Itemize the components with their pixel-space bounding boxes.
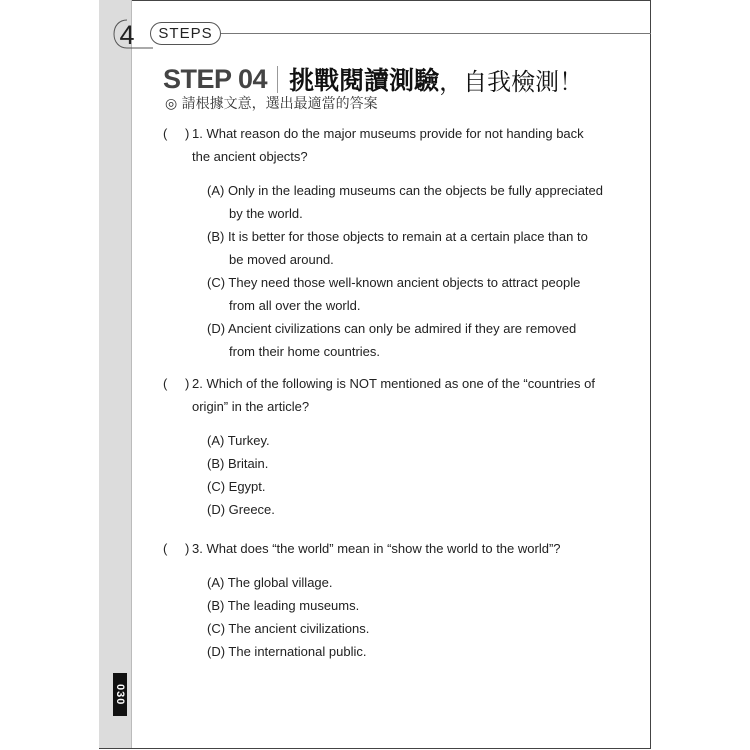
page-number-text: 030 [114,683,126,706]
question-text: 3. What does “the world” mean in “show the world to the world”? [192,541,561,556]
option-c: (C) The ancient civilizations. [207,621,370,636]
option-list [207,571,603,663]
answer-blank-open: ( [163,376,168,391]
page-number [113,673,127,716]
title-main: 挑戰閱讀測驗 [289,66,440,95]
option-d: (D) The international public. [207,644,367,659]
step-number: STEP 04 [163,63,268,94]
option-a: (A) Only in the leading museums can the objects be fully appreciated by the world. [207,183,603,221]
option-a: (A) The global village. [207,575,333,590]
header-divider [221,33,651,34]
question-text: 2. Which of the following is NOT mentioned as one of the “countries of origin” in the article? [192,376,595,414]
answer-blank-close: ) [185,126,190,141]
answer-blank-open: ( [163,126,168,141]
left-margin-strip [99,0,135,749]
option-c: (C) They need those well-known ancient objects to attract people from all over the world. [207,275,581,313]
question-3 [163,537,603,663]
option-d: (D) Ancient civilizations can only be admired if they are removed from their home countries. [207,321,577,359]
option-d: (D) Greece. [207,502,275,517]
answer-blank-close: ) [185,541,190,556]
title-tail: ，自我檢測！ [439,67,584,96]
option-c: (C) Egypt. [207,479,266,494]
answer-blank-close: ) [185,376,190,391]
option-list [207,429,603,521]
option-b: (B) It is better for those objects to remain at a certain place than to be moved around. [207,229,588,267]
option-b: (B) The leading museums. [207,598,360,613]
title-separator [277,66,278,93]
question-2 [163,372,603,521]
bottom-border [99,748,651,749]
option-list [207,179,603,363]
chapter-number: 4 [119,20,135,49]
answer-blank-open: ( [163,541,168,556]
steps-label: STEPS [150,22,221,45]
section-title [163,61,583,97]
chapter-badge [113,19,153,49]
option-a: (A) Turkey. [207,433,270,448]
option-b: (B) Britain. [207,456,269,471]
question-text: 1. What reason do the major museums provide for not handing back the ancient objects? [192,126,584,164]
instruction-text: ◎ 請根據文意，選出最適當的答案 [165,96,378,112]
question-1 [163,122,603,363]
